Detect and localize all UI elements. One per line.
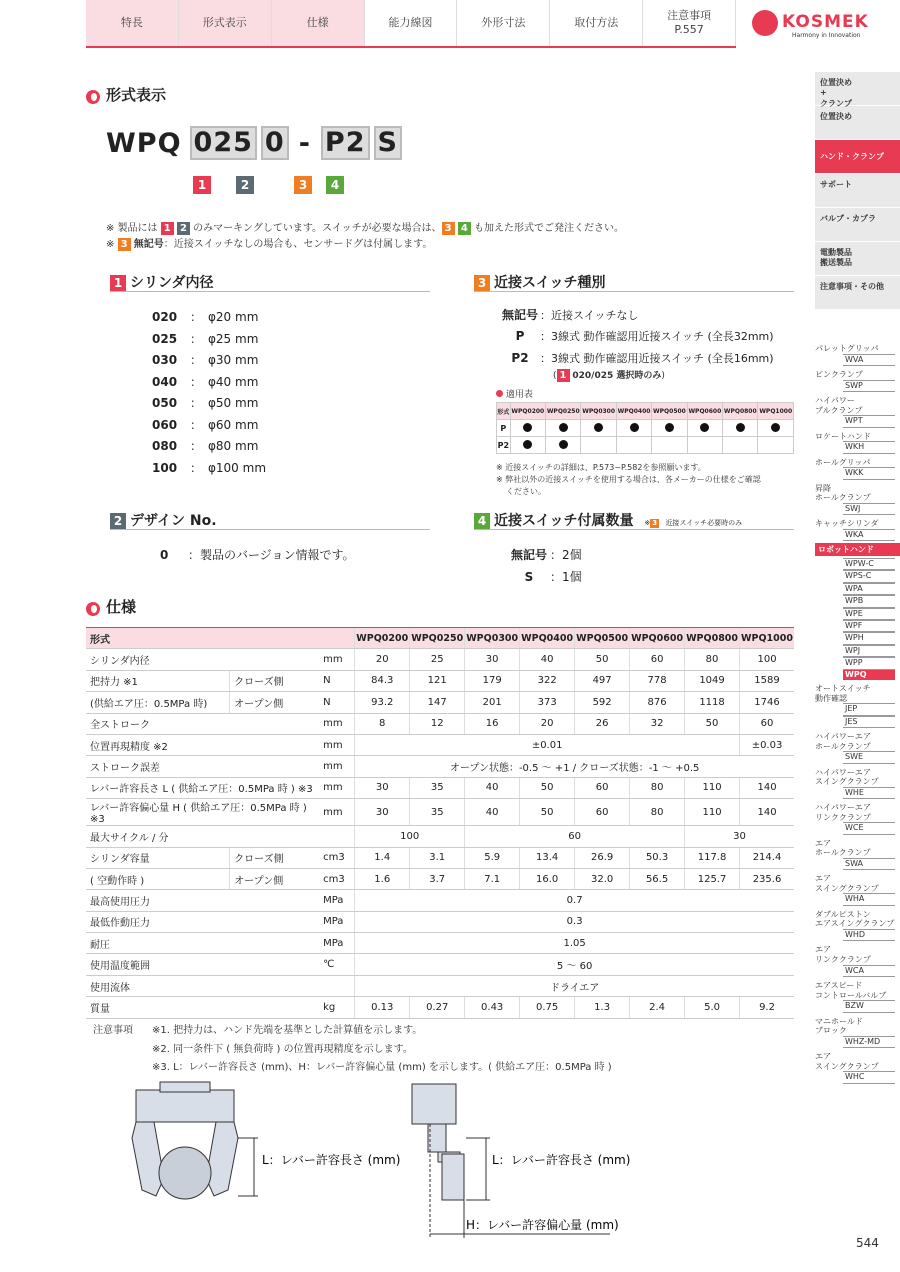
applicable-dot-icon	[523, 423, 532, 432]
spec-head-model: WPQ0250	[410, 628, 465, 649]
side-item-code-6[interactable]: WKA	[843, 529, 895, 541]
spec-row: ( 空動作時 ) オープン側 cm3 1.6 3.7 7.1 16.0 32.0 56.5 125.7 235.6	[86, 868, 794, 889]
side-category-1[interactable]: 位置決め	[815, 106, 900, 140]
spec-row: シリンダ内径 mm 20 25 30 40 50 60 80 100	[86, 649, 794, 670]
app-head-cell: WPQ0300	[581, 403, 616, 420]
lever-diagram	[120, 1078, 640, 1238]
caution-1: ※1. 把持力は、ハンド先端を基準とした計算値を示します。	[152, 1025, 423, 1036]
switch-qty-row: S ：1個	[524, 570, 582, 584]
bore-row: 030 ： φ30 mm	[152, 353, 259, 367]
app-row-label: P2	[497, 437, 511, 454]
side-item2-code-2[interactable]: SWE	[843, 751, 895, 763]
side-item2-label-2[interactable]: ハイパワーエア ホールクランプ	[815, 731, 871, 751]
model-prefix: WPQ	[106, 127, 182, 159]
side-item2-label-11[interactable]: エア スイングクランプ	[815, 1052, 879, 1071]
spec-head-model: WPQ0400	[520, 628, 575, 649]
spec-row: 使用流体 ドライエア	[86, 975, 794, 996]
applicable-dot-icon	[523, 440, 532, 449]
model-part-1: 025	[190, 126, 257, 160]
model-part-3: P2	[321, 126, 370, 160]
app-cell	[652, 437, 687, 454]
spec-row: 最高使用圧力 MPa 0.7	[86, 890, 794, 911]
side-item2-code-4[interactable]: WCE	[843, 822, 895, 834]
app-head-cell: WPQ0500	[652, 403, 687, 420]
spec-row: 把持力 ※1 クローズ側 N 84.3 121 179 322 497 778 1049 1589	[86, 670, 794, 691]
side-item-code-4[interactable]: WKK	[843, 467, 895, 479]
side-category-5[interactable]: 電動製品 搬送製品	[815, 242, 900, 276]
marker-4: 4	[326, 176, 344, 194]
tab-1[interactable]: 形式表示	[179, 0, 272, 46]
applicable-dot-icon	[559, 423, 568, 432]
side-item-code-5[interactable]: SWJ	[843, 503, 895, 515]
side-item2-code-8[interactable]: WCA	[843, 965, 895, 977]
spec-row: ストローク誤差 mm オープン状態：-0.5 ～ +1 / クローズ状態：-1 ～ +0.5	[86, 756, 794, 777]
applicable-dot-icon	[594, 423, 603, 432]
spec-head-model: WPQ0800	[685, 628, 740, 649]
marker-1: 1	[193, 176, 211, 194]
tab-6[interactable]: 注意事項 P.557	[643, 0, 736, 46]
app-head-cell: WPQ0600	[687, 403, 722, 420]
spec-row: 位置再現精度 ※2 mm ±0.01 ±0.03	[86, 734, 794, 755]
spec-head-model: WPQ0500	[575, 628, 630, 649]
app-head-cell: WPQ1000	[758, 403, 794, 420]
tab-5[interactable]: 取付方法	[550, 0, 643, 46]
side-item2-code-5[interactable]: SWA	[843, 858, 895, 870]
applicable-dot-icon	[700, 423, 709, 432]
side-robot-hand[interactable]: ロボットハンド	[815, 543, 900, 556]
applicable-table-label: 適用表	[496, 387, 533, 400]
side-item-label-1[interactable]: ピンクランプ	[815, 369, 863, 379]
section-3-heading: 3 近接スイッチ種別	[474, 272, 794, 292]
tab-3[interactable]: 能力線図	[365, 0, 458, 46]
spec-row: (供給エア圧：0.5MPa 時) オープン側 N 93.2 147 201 373 592 876 1118 1746	[86, 692, 794, 713]
applicable-dot-icon	[559, 440, 568, 449]
side-item-label-0[interactable]: パレットグリッパ	[815, 344, 879, 353]
side-item2-label-3[interactable]: ハイパワーエア スイングクランプ	[815, 767, 879, 787]
robot-code-4[interactable]: WPE	[843, 608, 895, 620]
spec-row: 耐圧 MPa 1.05	[86, 933, 794, 954]
hand-side-view-icon	[412, 1084, 464, 1200]
logo-mark-icon	[752, 10, 778, 36]
side-item2-code-1[interactable]: JES	[843, 716, 895, 728]
tab-4[interactable]: 外形寸法	[457, 0, 550, 46]
robot-code-6[interactable]: WPH	[843, 632, 895, 644]
applicable-dot-icon	[771, 423, 780, 432]
switch-type-row: P2 ：3線式 動作確認用近接スイッチ (全長16mm)	[511, 351, 774, 365]
app-cell	[723, 437, 758, 454]
section-2-heading: 2 デザイン No.	[110, 510, 430, 530]
logo-name: KOSMEK	[782, 12, 869, 32]
spec-row: 最低作動圧力 MPa 0.3	[86, 911, 794, 932]
spec-row: レバー許容偏心量 H ( 供給エア圧：0.5MPa 時 ) ※3 mm 30 35 40 50 60 80 110 140	[86, 799, 794, 826]
logo-tagline: Harmony in Innovation	[792, 32, 861, 39]
bore-row: 020 ： φ20 mm	[152, 310, 259, 324]
side-item2-code-0[interactable]: JEP	[843, 703, 895, 715]
product-list	[815, 340, 900, 1084]
side-item-label-4[interactable]: ホールグリッパ	[815, 457, 871, 467]
side-item2-label-9[interactable]: エアスピード コントロールバルブ	[815, 981, 887, 1000]
side-item2-code-9[interactable]: BZW	[843, 1000, 895, 1012]
label-L-side: L：レバー許容長さ (mm)	[492, 1153, 631, 1167]
switch-type-row: 無記号 ：近接スイッチなし	[501, 308, 639, 322]
side-category-3[interactable]: サポート	[815, 174, 900, 208]
side-item2-label-10[interactable]: マニホールド ブロック	[815, 1016, 863, 1036]
side-item-label-3[interactable]: ロケートハンド	[815, 431, 871, 441]
marker-2: 2	[236, 176, 254, 194]
robot-code-1[interactable]: WPS-C	[843, 570, 895, 582]
spec-head-model: WPQ1000	[740, 628, 794, 649]
tab-0[interactable]: 特長	[86, 0, 179, 46]
app-cell	[687, 420, 722, 437]
side-item2-label-0[interactable]: オートスイッチ 動作確認	[815, 683, 871, 703]
model-code	[106, 126, 404, 160]
side-category-6[interactable]: 注意事項・その他	[815, 276, 900, 310]
robot-code-3[interactable]: WPB	[843, 595, 895, 607]
app-head-cell: 形式	[497, 403, 511, 420]
heading-bullet-icon	[86, 90, 100, 104]
side-item2-code-7[interactable]: WHD	[843, 929, 895, 941]
spec-row: 使用温度範囲 ℃ 5 ～ 60	[86, 954, 794, 975]
note-marking: ※ 製品には 1 2 のみマーキングしています。スイッチが必要な場合は、 3 4 も加えた形式でご発注ください。	[106, 223, 624, 234]
app-cell	[510, 437, 545, 454]
app-cell	[723, 420, 758, 437]
side-item2-code-10[interactable]: WHZ-MD	[843, 1036, 895, 1048]
app-head-cell: WPQ0400	[616, 403, 651, 420]
model-dash: -	[298, 127, 311, 159]
design-no-row: 0 ：製品のバージョン情報です。	[160, 548, 355, 562]
side-item2-code-3[interactable]: WHE	[843, 787, 895, 799]
section-4-heading: 4 近接スイッチ付属数量 ※ 3 近接スイッチ必要時のみ	[474, 510, 794, 530]
page-number: 544	[856, 1236, 879, 1250]
spec-row: レバー許容長さ L ( 供給エア圧：0.5MPa 時 ) ※3 mm 30 35 40 50 60 80 110 140	[86, 777, 794, 798]
side-category-2[interactable]: ハンド・クランプ	[815, 140, 900, 174]
app-cell	[687, 437, 722, 454]
side-item-label-2[interactable]: ハイパワー プルクランプ	[815, 395, 863, 415]
tab-2[interactable]: 仕様	[272, 0, 365, 46]
side-item2-label-7[interactable]: ダブルピストン エアスイングクランプ	[815, 909, 895, 929]
p2-note: ( 1 020/025 選択時のみ)	[553, 370, 665, 381]
side-item2-code-11[interactable]: WHC	[843, 1071, 895, 1083]
bore-row: 100 ： φ100 mm	[152, 460, 267, 475]
switch-type-row: P ：3線式 動作確認用近接スイッチ (全長32mm)	[515, 329, 774, 343]
robot-code-8[interactable]: WPP	[843, 657, 895, 669]
spec-head-model: WPQ0600	[630, 628, 685, 649]
label-L-front: L：レバー許容長さ (mm)	[262, 1153, 401, 1167]
side-category-0[interactable]: 位置決め + クランプ	[815, 72, 900, 106]
caution-2: ※2. 同一条件下 ( 無負荷時 ) の位置再現精度を示します。	[152, 1044, 413, 1055]
kosmek-logo	[752, 10, 892, 42]
side-item2-label-8[interactable]: エア リンククランプ	[815, 945, 871, 965]
switch-note-1: ※ 近接スイッチの詳細は、P.573~P.582を参照願います。	[496, 463, 706, 472]
app-cell	[546, 437, 581, 454]
side-item-code-1[interactable]: SWP	[843, 380, 895, 392]
app-cell	[652, 420, 687, 437]
applicable-table	[496, 402, 794, 454]
app-cell	[616, 420, 651, 437]
spec-head-model: WPQ0200	[355, 628, 410, 649]
app-head-cell: WPQ0250	[546, 403, 581, 420]
app-cell	[758, 420, 794, 437]
switch-qty-row: 無記号 ：2個	[510, 548, 582, 562]
switch-note-3: ください。	[506, 487, 546, 496]
app-cell	[758, 437, 794, 454]
robot-code-5[interactable]: WPF	[843, 620, 895, 632]
app-cell	[546, 420, 581, 437]
caution-label: 注意事項	[93, 1025, 133, 1036]
marker-3: 3	[294, 176, 312, 194]
top-nav	[86, 0, 736, 48]
switch-note-2: ※ 弊社以外の近接スイッチを使用する場合は、各メーカーの仕様をご確認	[496, 475, 761, 484]
red-dot-icon	[496, 390, 503, 397]
hand-front-view-icon	[132, 1082, 238, 1199]
spec-row: シリンダ容量 クローズ側 cm3 1.4 3.1 5.9 13.4 26.9 50.3 117.8 214.4	[86, 847, 794, 868]
app-cell	[510, 420, 545, 437]
side-item2-label-4[interactable]: ハイパワーエア リンククランプ	[815, 803, 871, 822]
side-item2-label-6[interactable]: エア スイングクランプ	[815, 874, 879, 893]
robot-code-2[interactable]: WPA	[843, 583, 895, 595]
app-cell	[581, 420, 616, 437]
spec-row: 質量 kg 0.13 0.27 0.43 0.75 1.3 2.4 5.0 9.2	[86, 997, 794, 1018]
side-item-code-0[interactable]: WVA	[843, 354, 895, 366]
app-row-label: P	[497, 420, 511, 437]
robot-code-0[interactable]: WPW-C	[843, 558, 895, 570]
applicable-dot-icon	[736, 423, 745, 432]
spec-row: 全ストローク mm 8 12 16 20 26 32 50 60	[86, 713, 794, 734]
robot-code-9[interactable]: WPQ	[843, 670, 895, 680]
side-item-label-5[interactable]: 昇降 ホールクランプ	[815, 483, 871, 503]
bore-row: 060 ： φ60 mm	[152, 417, 259, 432]
side-nav	[815, 72, 900, 310]
bore-row: 025 ： φ25 mm	[152, 331, 259, 346]
heading-bullet-icon	[86, 602, 100, 616]
app-head-cell: WPQ0200	[510, 403, 545, 420]
app-cell	[616, 437, 651, 454]
spec-table	[86, 627, 794, 1019]
model-part-4: S	[374, 126, 402, 160]
bore-row: 050 ： φ50 mm	[152, 396, 259, 410]
model-heading: 形式表示	[86, 84, 166, 105]
caution-3: ※3. L：レバー許容長さ (mm)、H：レバー許容偏心量 (mm) を示します。( 供給エア圧：0.5MPa 時 )	[152, 1062, 612, 1073]
applicable-dot-icon	[630, 423, 639, 432]
side-item-label-6[interactable]: キャッチシリンダ	[815, 519, 879, 529]
bore-row: 080 ： φ80 mm	[152, 439, 259, 453]
spec-head-label: 形式	[86, 628, 355, 649]
spec-head-model: WPQ0300	[465, 628, 520, 649]
side-item2-code-6[interactable]: WHA	[843, 893, 895, 905]
app-cell	[581, 437, 616, 454]
section-1-heading: 1 シリンダ内径	[110, 272, 430, 292]
bore-row: 040 ： φ40 mm	[152, 374, 259, 389]
app-head-cell: WPQ0800	[723, 403, 758, 420]
applicable-dot-icon	[665, 423, 674, 432]
note-dog: ※ 3 無記号：近接スイッチなしの場合も、センサードグは付属します。	[106, 239, 433, 250]
side-item2-label-5[interactable]: エア ホールクランプ	[815, 838, 871, 858]
spec-heading: 仕様	[86, 596, 136, 617]
spec-row: 最大サイクル / 分 100 60 30	[86, 826, 794, 847]
side-item-code-3[interactable]: WKH	[843, 441, 895, 453]
label-H: H：レバー許容偏心量 (mm)	[466, 1218, 619, 1232]
robot-code-7[interactable]: WPJ	[843, 645, 895, 657]
side-item-code-2[interactable]: WPT	[843, 415, 895, 427]
model-part-2: 0	[261, 126, 289, 160]
side-category-4[interactable]: バルブ・カプラ	[815, 208, 900, 242]
